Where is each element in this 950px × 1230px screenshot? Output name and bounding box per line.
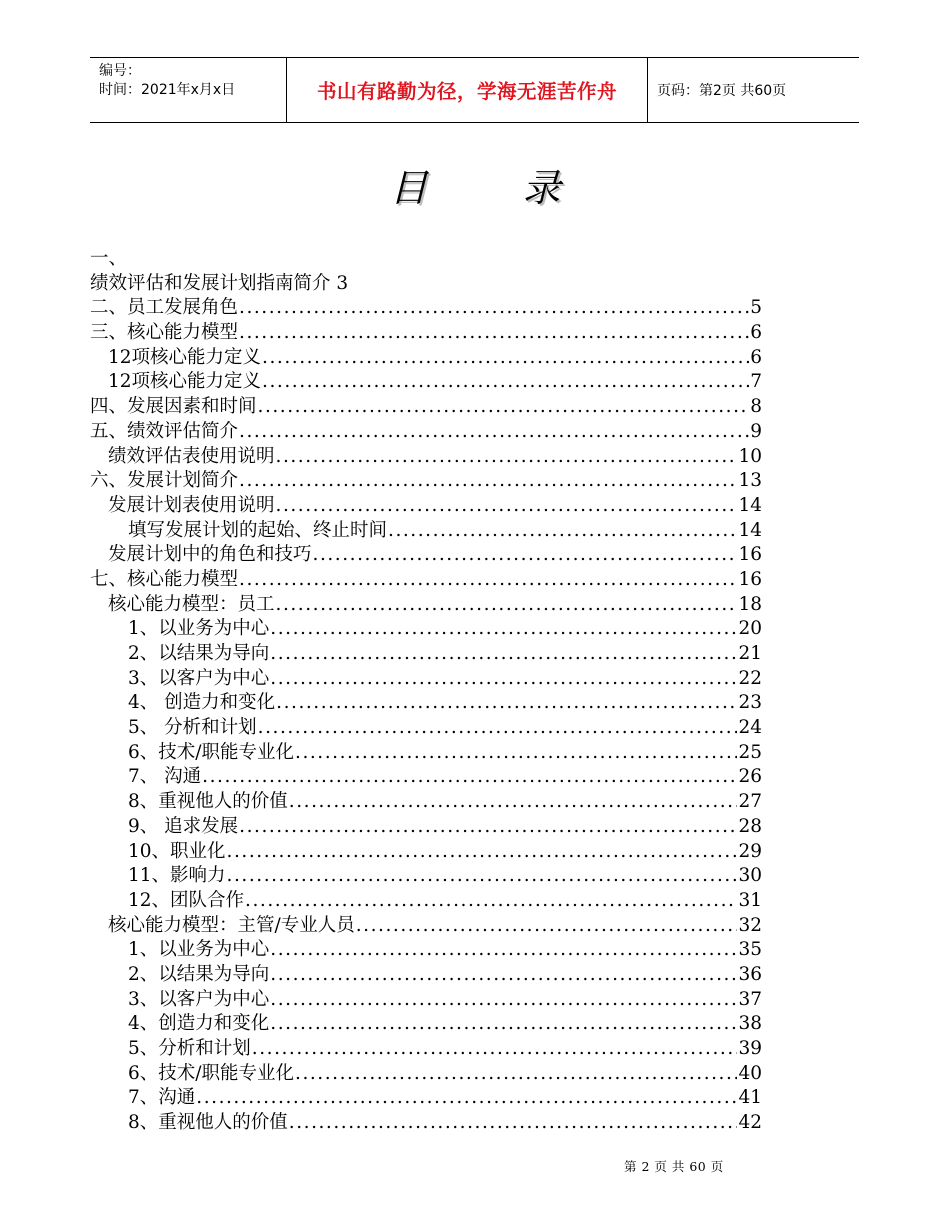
toc-page-number: 18 <box>738 593 762 615</box>
toc-dot-leader <box>239 296 749 321</box>
toc-prefix-line: 绩效评估和发展计划指南简介 3 <box>90 272 349 294</box>
toc-dot-leader <box>270 617 737 642</box>
toc-page-number: 6 <box>750 346 762 368</box>
toc-entry[interactable] <box>90 864 762 889</box>
toc-page-number: 13 <box>738 470 762 492</box>
table-of-contents <box>90 247 762 1136</box>
toc-entry-text: 4、 创造力和变化 <box>128 692 276 714</box>
toc-page-number: 32 <box>738 914 762 936</box>
toc-entry[interactable] <box>90 741 762 766</box>
toc-page-number: 16 <box>738 544 762 566</box>
toc-dot-leader <box>262 370 749 395</box>
toc-entry[interactable] <box>90 765 762 790</box>
toc-entry-text: 7、沟通 <box>128 1087 196 1109</box>
toc-entry-text: 12、团队合作 <box>128 889 245 911</box>
header-motto: 书山有路勤为径，学海无涯苦作舟 <box>286 58 648 122</box>
toc-entry-text: 核心能力模型：员工 <box>108 593 275 615</box>
toc-entry-text: 1、以业务为中心 <box>128 939 270 961</box>
toc-page-number: 36 <box>738 963 762 985</box>
toc-dot-leader <box>356 914 738 939</box>
toc-entry-text: 6、技术/职能专业化 <box>128 1062 295 1084</box>
toc-entry[interactable] <box>90 617 762 642</box>
toc-dot-leader <box>258 395 750 420</box>
toc-dot-leader <box>239 420 749 445</box>
toc-page-number: 28 <box>738 815 762 837</box>
toc-entry-text: 五、绩效评估简介 <box>90 420 239 442</box>
toc-page-number: 14 <box>738 519 762 541</box>
header-page-info: 页码：第2页 共60页 <box>657 83 787 99</box>
toc-entry-text: 8、重视他人的价值 <box>128 1112 288 1134</box>
toc-entry-text: 2、以结果为导向 <box>128 963 270 985</box>
toc-page-number: 10 <box>738 445 762 467</box>
toc-entry-text: 12项核心能力定义 <box>108 371 262 393</box>
toc-dot-leader <box>239 815 737 840</box>
toc-dot-leader <box>258 716 738 741</box>
toc-page-number: 37 <box>738 988 762 1010</box>
toc-page-number: 31 <box>738 889 762 911</box>
toc-page-number: 5 <box>750 297 762 319</box>
page-title <box>0 160 950 220</box>
toc-entry[interactable] <box>90 370 762 395</box>
toc-entry-text: 3、以客户为中心 <box>128 988 270 1010</box>
toc-page-number: 30 <box>738 865 762 887</box>
toc-dot-leader <box>239 469 737 494</box>
toc-dot-leader <box>245 889 737 914</box>
toc-entry[interactable] <box>90 1111 762 1136</box>
toc-entry-text: 发展计划表使用说明 <box>108 494 275 516</box>
toc-page-number: 38 <box>738 1013 762 1035</box>
toc-dot-leader <box>196 1086 737 1111</box>
toc-entry[interactable] <box>90 321 762 346</box>
toc-entry-text: 1、以业务为中心 <box>128 618 270 640</box>
toc-page-number: 9 <box>750 420 762 442</box>
toc-entry-text: 七、核心能力模型 <box>90 568 239 590</box>
toc-dot-leader <box>262 346 749 371</box>
toc-entry-text: 二、员工发展角色 <box>90 297 239 319</box>
toc-dot-leader <box>270 642 737 667</box>
toc-entry[interactable] <box>90 963 762 988</box>
page-footer: 第 2 页 共 60 页 <box>624 1159 724 1174</box>
toc-entry[interactable] <box>90 642 762 667</box>
toc-entry[interactable] <box>90 1037 762 1062</box>
toc-entry[interactable] <box>90 519 762 544</box>
toc-entry[interactable] <box>90 346 762 371</box>
toc-entry-text: 3、以客户为中心 <box>128 667 270 689</box>
toc-dot-leader <box>313 543 738 568</box>
toc-page-number: 7 <box>750 371 762 393</box>
toc-page-number: 24 <box>738 717 762 739</box>
header-left-cell <box>90 58 286 122</box>
toc-entry[interactable] <box>90 914 762 939</box>
toc-page-number: 23 <box>738 692 762 714</box>
toc-entry[interactable] <box>90 593 762 618</box>
toc-page-number: 39 <box>738 1038 762 1059</box>
toc-entry-text: 填写发展计划的起始、终止时间 <box>128 519 388 541</box>
toc-entry[interactable] <box>90 667 762 692</box>
toc-entry-text: 三、核心能力模型 <box>90 322 239 344</box>
toc-entry-text: 四、发展因素和时间 <box>90 396 257 418</box>
toc-dot-leader <box>276 445 738 470</box>
toc-page-number: 42 <box>738 1112 762 1134</box>
toc-dot-leader <box>270 1012 737 1037</box>
toc-entry[interactable] <box>90 889 762 914</box>
toc-entry[interactable] <box>90 420 762 445</box>
page-header <box>90 57 859 123</box>
toc-entry-text: 5、分析和计划 <box>128 1038 251 1059</box>
toc-entry[interactable] <box>90 716 762 741</box>
toc-page-number: 29 <box>738 840 762 862</box>
toc-dot-leader <box>388 519 737 544</box>
toc-entry-text: 发展计划中的角色和技巧 <box>108 544 312 566</box>
toc-page-number: 20 <box>738 618 762 640</box>
toc-page-number: 8 <box>750 396 762 418</box>
toc-dot-leader <box>295 1062 737 1087</box>
toc-dot-leader <box>227 840 738 865</box>
date-label: 时间：2021年x月x日 <box>99 82 236 98</box>
toc-dot-leader <box>289 1111 738 1136</box>
toc-entry-text: 绩效评估表使用说明 <box>108 445 275 467</box>
toc-entry[interactable] <box>90 494 762 519</box>
toc-entry[interactable] <box>90 790 762 815</box>
toc-entry[interactable] <box>90 938 762 963</box>
toc-dot-leader <box>270 667 737 692</box>
toc-page-number: 26 <box>738 766 762 788</box>
toc-entry-text: 六、发展计划简介 <box>90 470 239 492</box>
toc-dot-leader <box>202 765 737 790</box>
toc-entry-text: 8、重视他人的价值 <box>128 791 288 813</box>
toc-page-number: 6 <box>750 322 762 344</box>
toc-entry[interactable] <box>90 543 762 568</box>
toc-entry-text: 11、影响力 <box>128 865 226 887</box>
toc-page-number: 41 <box>738 1087 762 1109</box>
toc-entry[interactable] <box>90 296 762 321</box>
toc-dot-leader <box>227 864 738 889</box>
toc-entry[interactable] <box>90 445 762 470</box>
toc-dot-leader <box>295 741 737 766</box>
toc-entry[interactable] <box>90 1086 762 1111</box>
toc-entry[interactable] <box>90 691 762 716</box>
toc-entry[interactable] <box>90 469 762 494</box>
toc-page-number: 27 <box>738 791 762 813</box>
number-label: 编号： <box>99 63 141 79</box>
toc-page-number: 40 <box>738 1062 762 1084</box>
title-char: 录 <box>522 166 561 210</box>
toc-entry[interactable] <box>90 395 762 420</box>
toc-page-number: 25 <box>738 741 762 763</box>
toc-page-number: 35 <box>738 939 762 961</box>
toc-dot-leader <box>276 691 737 716</box>
toc-entry-text: 6、技术/职能专业化 <box>128 741 295 763</box>
toc-page-number: 14 <box>738 494 762 516</box>
toc-entry-text: 2、以结果为导向 <box>128 643 270 664</box>
toc-dot-leader <box>270 988 737 1013</box>
toc-dot-leader <box>252 1037 738 1062</box>
toc-page-number: 16 <box>738 568 762 590</box>
toc-entry-text: 4、创造力和变化 <box>128 1013 270 1035</box>
toc-dot-leader <box>289 790 738 815</box>
toc-entry-text: 10、职业化 <box>128 840 226 862</box>
toc-entry[interactable] <box>90 568 762 593</box>
toc-entry[interactable] <box>90 815 762 840</box>
toc-entry-text: 核心能力模型：主管/专业人员 <box>108 914 355 936</box>
toc-entry[interactable] <box>90 1062 762 1087</box>
toc-dot-leader <box>239 321 749 346</box>
toc-dot-leader <box>270 963 737 988</box>
toc-page-number: 22 <box>738 667 762 689</box>
title-char: 目 <box>389 166 428 210</box>
toc-entry[interactable] <box>90 1012 762 1037</box>
toc-entry-text: 12项核心能力定义 <box>108 346 262 368</box>
toc-entry[interactable] <box>90 840 762 865</box>
toc-entry[interactable] <box>90 988 762 1013</box>
toc-page-number: 21 <box>738 643 762 664</box>
toc-entry-text: 9、 追求发展 <box>128 815 239 837</box>
toc-entry-text: 7、 沟通 <box>128 766 202 788</box>
toc-dot-leader <box>276 494 738 519</box>
toc-entry-text: 5、 分析和计划 <box>128 717 257 739</box>
toc-dot-leader <box>276 593 738 618</box>
toc-dot-leader <box>239 568 737 593</box>
toc-dot-leader <box>270 938 737 963</box>
toc-prefix-line: 一、 <box>90 248 128 269</box>
